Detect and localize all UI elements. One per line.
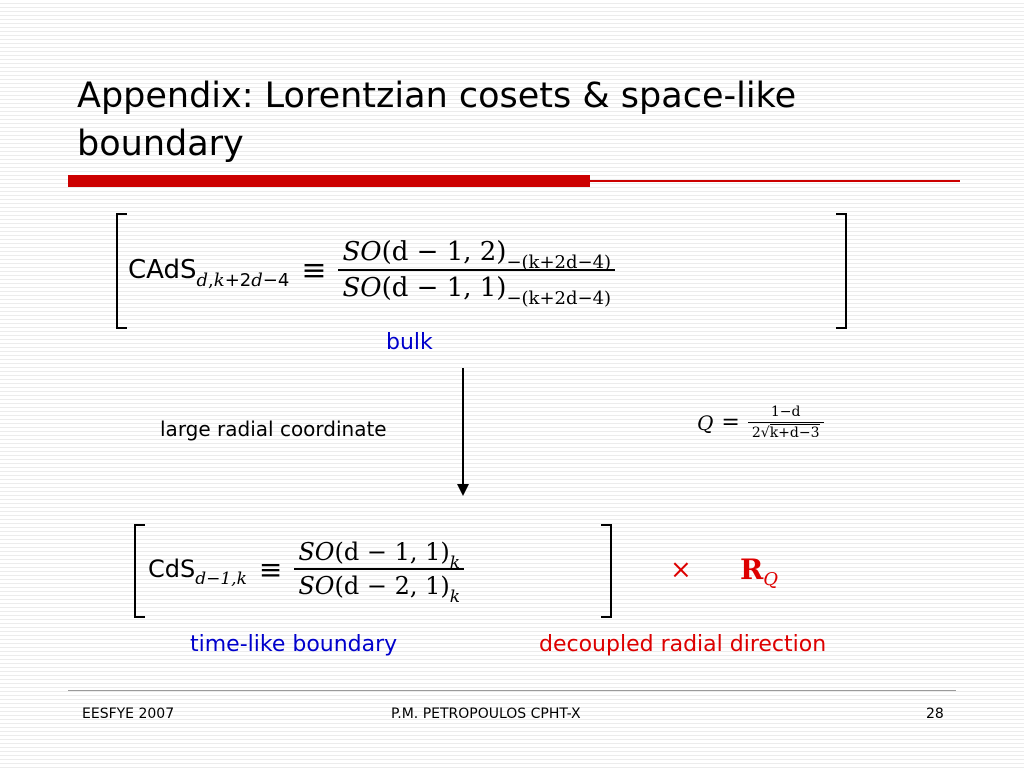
- footer-page-number: 28: [926, 706, 944, 722]
- title-underline-thin: [590, 180, 960, 182]
- eq2-denominator: SO(d − 2, $1)_k$: [298, 572, 461, 607]
- eq2-left-bracket: [134, 524, 145, 618]
- slide-title-line-2: boundary: [77, 124, 244, 164]
- eq1-denominator: SO(d − 1, $1)_{-(k+2d-4)}$: [342, 273, 612, 309]
- equation-cds: [148, 527, 603, 611]
- footer-event: EESFYE 2007: [82, 706, 175, 722]
- eq2-fraction: [294, 538, 464, 607]
- q-equals: =: [721, 410, 740, 435]
- footer-divider: [68, 690, 956, 691]
- eq2-numerator: SO(d − 1, $1)_k$: [298, 538, 461, 573]
- eq2-fraction-bar: [294, 568, 464, 570]
- slide-title: [77, 72, 977, 168]
- slide-title-line-1: Appendix: Lorentzian cosets & space-like: [77, 76, 797, 116]
- label-large-radial: large radial coordinate: [160, 417, 387, 441]
- r-symbol: R: [740, 553, 764, 586]
- eq1-fraction: [338, 237, 615, 309]
- eq1-lhs-subscript: d,k+2d−4: [196, 269, 290, 291]
- times-symbol: ×: [670, 555, 692, 585]
- equation-cads: [128, 222, 838, 318]
- equation-q: [697, 404, 824, 441]
- label-time-like-boundary: time-like boundary: [190, 632, 398, 657]
- eq2-lhs-subscript: d−1,k: [195, 569, 247, 589]
- eq2-equiv: ≡: [258, 552, 283, 586]
- eq1-equiv: ≡: [301, 252, 327, 288]
- arrow-head-icon: [457, 484, 469, 496]
- title-underline-thick: [68, 175, 590, 187]
- eq2-lhs-name: CdS: [148, 555, 196, 583]
- eq1-numerator: SO(d − 1, $2)_{-(k+2d-4)}$: [342, 237, 612, 273]
- q-fraction: [748, 404, 824, 441]
- footer-author: P.M. PETROPOULOS CPHT-X: [391, 706, 581, 722]
- r-q-symbol: [740, 553, 779, 590]
- r-subscript: Q: [763, 569, 779, 590]
- q-denominator: 2√k+d−3: [751, 425, 820, 441]
- eq1-left-bracket: [116, 213, 127, 329]
- q-fraction-bar: [748, 422, 824, 423]
- q-symbol: Q: [697, 410, 714, 435]
- label-bulk: bulk: [386, 330, 433, 355]
- arrow-shaft: [462, 368, 464, 490]
- q-numerator: 1−d: [770, 404, 801, 420]
- eq1-lhs-name: CAdS: [128, 255, 197, 285]
- label-decoupled-radial: decoupled radial direction: [539, 632, 827, 657]
